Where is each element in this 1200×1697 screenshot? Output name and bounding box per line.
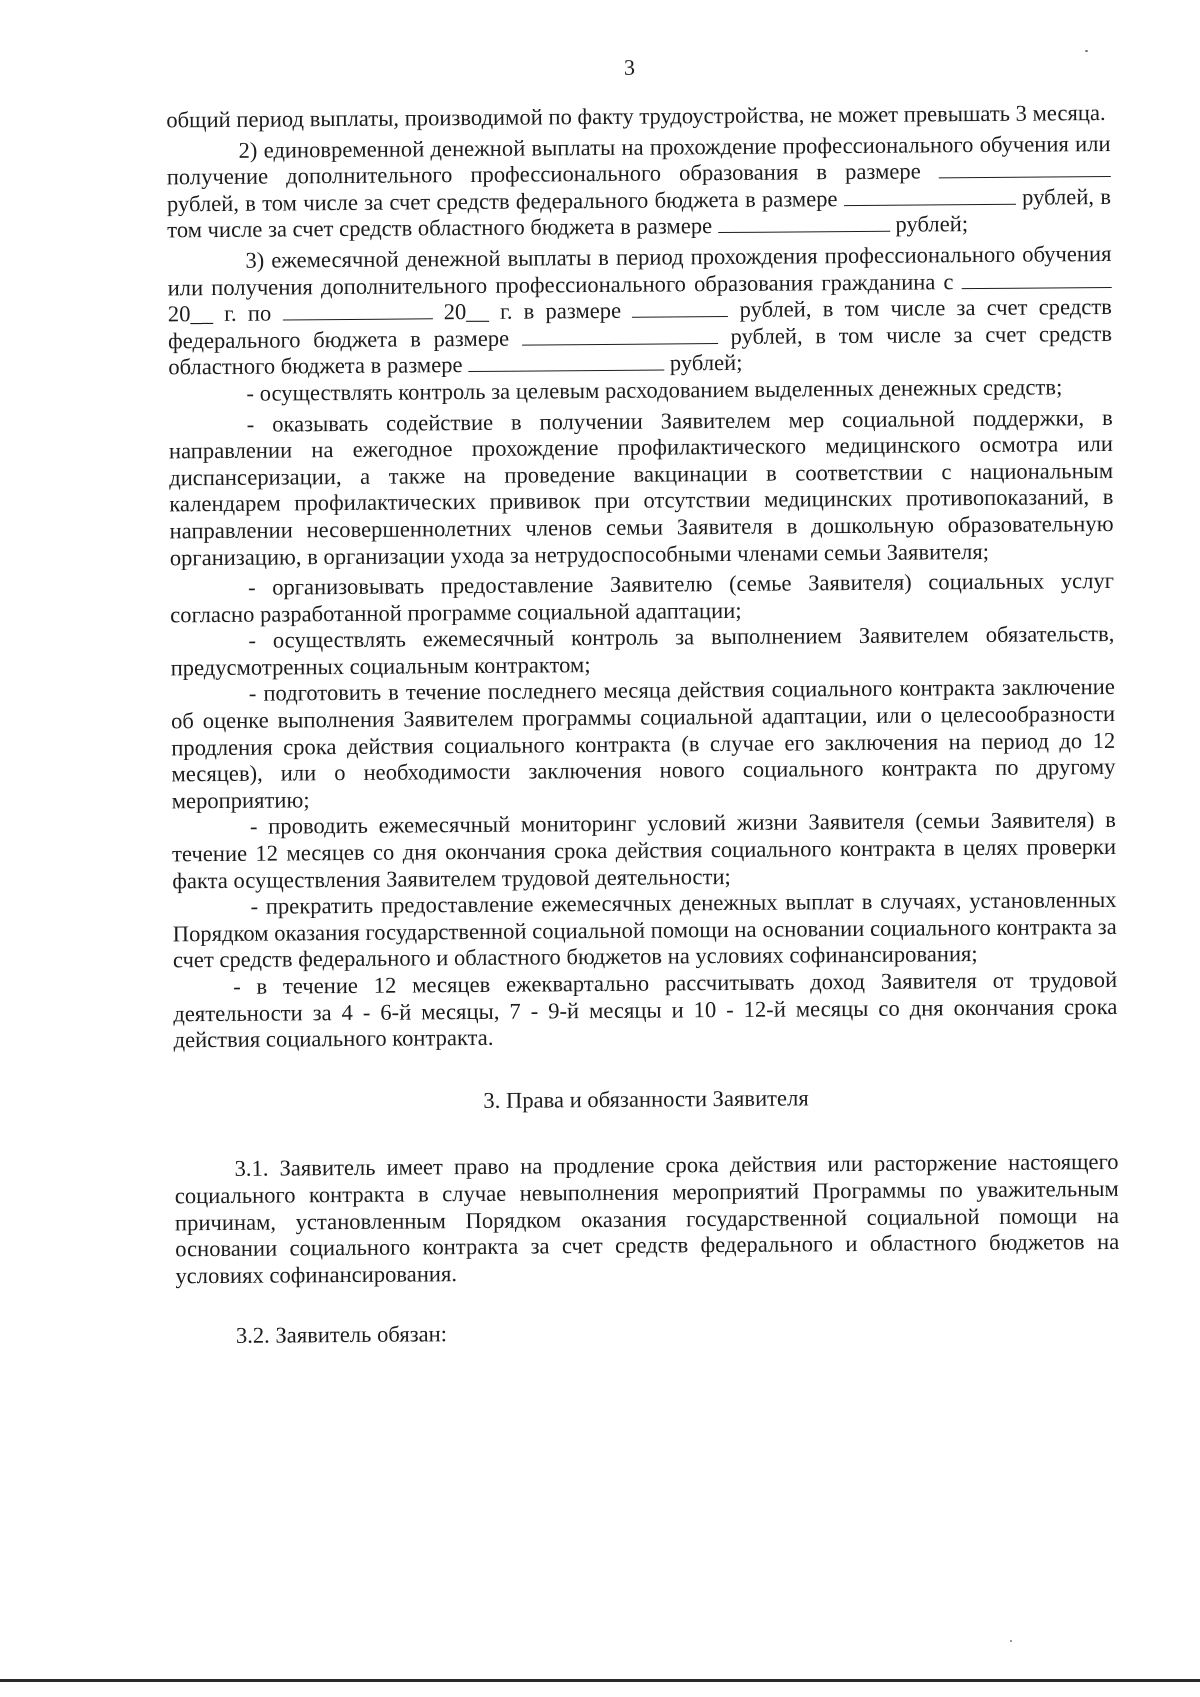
paragraph-target-control: - осуществлять контроль за целевым расходованием выделенных денежных средств;: [246, 374, 1063, 406]
monthly-regional-blank: [468, 352, 664, 373]
one-time-payment-intro: 2) единовременной денежной выплаты на прохождение профессионального обучения или получение дополнительного профессионального образования в размере: [166, 130, 1111, 190]
date-from-blank: [962, 269, 1112, 289]
paragraph-social-support: - оказывать содействие в получении Заявителем мер социальной поддержки, в направлении на ежегодное прохождение профилактического медицинского осмотра или диспансеризации, а также на проведение вакцинации в соответствии с национальным календарем профилактических прививок при отсутствии медицинских противопоказаний, в направлении несовершеннолетних членов семьи Заявителя в дошкольную образовательную организацию, в организации ухода за нетрудоспособными членами семьи Заявителя;: [168, 404, 1114, 570]
monthly-payment-intro: 3) ежемесячной денежной выплаты в период прохождения профессионального обучения или получения дополнительного профессионального образования гражданина с: [167, 240, 1112, 300]
paragraph-social-services: - организовывать предоставление Заявителю (семье Заявителя) социальных услуг согласно разработанной программе социальной адаптации;: [170, 568, 1115, 628]
page-number: 3: [623, 54, 636, 80]
federal-budget-text: рублей, в том числе за счет средств федерального бюджета в размере: [166, 185, 838, 217]
paragraph-one-time-payment: [166, 131, 1111, 245]
paragraph-monthly-payment: [167, 241, 1112, 381]
monthly-rubles-end-text: рублей;: [669, 350, 743, 376]
section-heading: 3. Права и обязанности Заявителя: [483, 1085, 809, 1113]
rubles-end-text: рублей;: [895, 211, 969, 238]
amount-federal-blank: [844, 185, 1016, 205]
paragraph-payment-period: общий период выплаты, производимой по факту трудоустройства, не может превышать 3 месяца.: [166, 100, 1106, 133]
monthly-amount-blank: [632, 298, 728, 318]
year-from-text: 20__ г. по: [167, 300, 272, 327]
monthly-federal-text: рублей, в том числе за счет средств федерального бюджета в размере: [167, 294, 1112, 354]
paragraph-quarterly-income: - в течение 12 месяцев ежеквартально рассчитывать доход Заявителя от трудовой деятельности за 4 - 6-й месяцы, 7 - 9-й месяцы и 10 - 12-й месяцы со дня окончания срока действия социального контракта.: [173, 966, 1118, 1053]
amount-regional-blank: [718, 213, 890, 233]
paragraph-termination: - прекратить предоставление ежемесячных денежных выплат в случаях, установленных Порядком оказания государственной социальной помощи на основании социального контракта за счет средств федерального и областного бюджетов на условиях софинансирования;: [172, 887, 1117, 973]
paragraph-monthly-control: - осуществлять ежемесячный контроль за выполнением Заявителем обязательств, предусмотренных социальным контрактом;: [170, 621, 1115, 681]
monthly-federal-blank: [522, 325, 718, 346]
paragraph-applicant-obligations: 3.2. Заявитель обязан:: [235, 1321, 448, 1349]
scan-edge-line: [0, 1679, 1200, 1682]
amount-total-blank: [939, 158, 1111, 178]
monthly-regional-text: рублей, в том числе за счет средств областного бюджета в размере: [168, 320, 1113, 380]
scan-speck: [1085, 50, 1088, 52]
paragraph-monitoring: - проводить ежемесячный мониторинг условий жизни Заявителя (семьи Заявителя) в течение 12 месяцев со дня окончания срока действия социального контракта в целях проверки факта осуществления Заявителем трудовой деятельности;: [171, 807, 1117, 893]
paragraph-applicant-rights: 3.1. Заявитель имеет право на продление срока действия или расторжение настоящего социального контракта в случае невыполнения мероприятий Программы по уважительным причинам, установленным Порядком оказания государственной социальной помощи на основании социального контракта за счет средств федерального и областного бюджетов на условиях софинансирования.: [174, 1149, 1120, 1289]
date-to-blank: [282, 300, 432, 320]
document-body: [166, 100, 1120, 1350]
scan-speck: [1010, 1640, 1012, 1642]
year-to-text: 20__ г. в размере: [443, 297, 622, 325]
paragraph-conclusion: - подготовить в течение последнего месяца действия социального контракта заключение об оценке выполнения Заявителем программы социальной адаптации, или о целесообразности продления срока действия социального контракта (в случае его заключения на период до 12 месяцев), или о необходимости заключения нового социального контракта по другому мероприятию;: [170, 674, 1116, 814]
regional-budget-text: рублей, в том числе за счет средств областного бюджета в размере: [167, 183, 1112, 243]
